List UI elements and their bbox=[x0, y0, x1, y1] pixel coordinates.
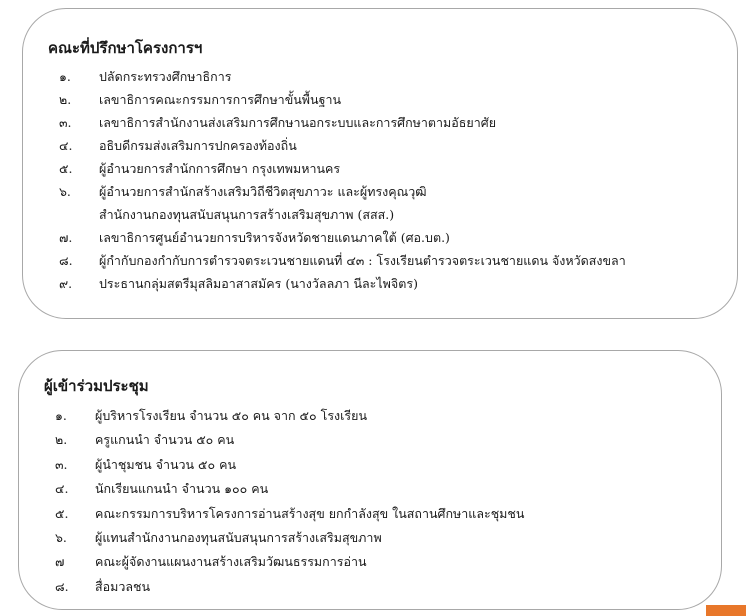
list-item-line: สำนักงานกองทุนสนับสนุนการสร้างเสริมสุขภาพ (สสส.) bbox=[99, 207, 395, 222]
list-item-line: คณะผู้จัดงานแผนงานสร้างเสริมวัฒนธรรมการอ่าน bbox=[95, 554, 367, 570]
list-item-number: ๗ bbox=[55, 554, 65, 570]
list-item-number: ๓. bbox=[59, 115, 72, 130]
list-item-number: ๘. bbox=[59, 253, 73, 268]
advisors-title: คณะที่ปรึกษาโครงการฯ bbox=[48, 39, 203, 57]
list-item-line: ผู้บริหารโรงเรียน จำนวน ๕๐ คน จาก ๕๐ โรงเรียน bbox=[95, 408, 368, 423]
list-item-text bbox=[99, 272, 418, 295]
participants-title: ผู้เข้าร่วมประชุม bbox=[44, 377, 149, 395]
list-item-text bbox=[99, 157, 340, 180]
list-item-number: ๗. bbox=[59, 230, 73, 245]
list-item-number: ๑. bbox=[55, 408, 67, 423]
list-item-line: สื่อมวลชน bbox=[95, 578, 151, 594]
list-item-number: ๘. bbox=[55, 578, 69, 594]
list-item-text bbox=[99, 88, 341, 111]
participants-panel bbox=[18, 350, 722, 610]
list-item-number: ๑. bbox=[59, 69, 71, 84]
list-item-line: อธิบดีกรมส่งเสริมการปกครองท้องถิ่น bbox=[99, 138, 297, 153]
list-item-text bbox=[99, 249, 626, 272]
list-item-text bbox=[95, 404, 367, 428]
list-item-line: ประธานกลุ่มสตรีมุสลิมอาสาสมัคร (นางวัลลภา นีละไพจิตร) bbox=[99, 276, 418, 291]
list-item-number: ๓. bbox=[55, 456, 68, 472]
list-item-line: ครูแกนนำ จำนวน ๕๐ คน bbox=[95, 432, 235, 448]
list-item-line: ผู้อำนวยการสำนักสร้างเสริมวิถีชีวิตสุขภาวะ และผู้ทรงคุณวุฒิ bbox=[99, 184, 427, 199]
list-item-text bbox=[95, 526, 382, 550]
list-item-number: ๙. bbox=[59, 276, 73, 291]
list-item-line: ผู้นำชุมชน จำนวน ๕๐ คน bbox=[95, 456, 237, 472]
list-item-line: เลขาธิการศูนย์อำนวยการบริหารจังหวัดชายแดนภาคใต้ (ศอ.บต.) bbox=[99, 230, 450, 245]
list-item-line: ปลัดกระทรวงศึกษาธิการ bbox=[99, 69, 232, 84]
list-item-number: ๔. bbox=[59, 138, 73, 153]
list-item-text bbox=[99, 65, 231, 88]
list-item-text bbox=[95, 428, 234, 452]
advisors-panel bbox=[22, 8, 738, 319]
list-item-text bbox=[99, 180, 427, 226]
list-item-text bbox=[95, 502, 524, 526]
list-item-line: นักเรียนแกนนำ จำนวน ๑๐๐ คน bbox=[95, 481, 269, 497]
list-item-number: ๕. bbox=[59, 161, 73, 176]
list-item-text bbox=[99, 111, 496, 134]
list-item-text bbox=[95, 453, 236, 477]
list-item-text bbox=[95, 477, 268, 501]
list-item-line: ผู้กำกับกองกำกับการตำรวจตระเวนชายแดนที่ ๔๓ : โรงเรียนตำรวจตระเวนชายแดน จังหวัดสงขลา bbox=[99, 253, 626, 268]
page-corner-tab bbox=[706, 605, 746, 616]
list-item-line: เลขาธิการคณะกรรมการการศึกษาขั้นพื้นฐาน bbox=[99, 92, 342, 107]
list-item-text bbox=[99, 226, 450, 249]
list-item-text bbox=[95, 575, 150, 599]
list-item-line: ผู้อำนวยการสำนักการศึกษา กรุงเทพมหานคร bbox=[99, 161, 341, 176]
list-item-line: ผู้แทนสำนักงานกองทุนสนับสนุนการสร้างเสริมสุขภาพ bbox=[95, 529, 382, 545]
list-item-number: ๔. bbox=[55, 481, 69, 497]
list-item-number: ๖. bbox=[59, 184, 71, 199]
list-item-number: ๒. bbox=[55, 432, 68, 448]
list-item-number: ๕. bbox=[55, 505, 69, 521]
list-item-line: เลขาธิการสำนักงานส่งเสริมการศึกษานอกระบบและการศึกษาตามอัธยาศัย bbox=[99, 115, 497, 130]
list-item-number: ๖. bbox=[55, 529, 67, 545]
list-item-text bbox=[99, 134, 297, 157]
list-item-line: คณะกรรมการบริหารโครงการอ่านสร้างสุข ยกกำลังสุข ในสถานศึกษาและชุมชน bbox=[95, 505, 525, 521]
list-item-text bbox=[95, 550, 367, 574]
list-item-number: ๒. bbox=[59, 92, 72, 107]
